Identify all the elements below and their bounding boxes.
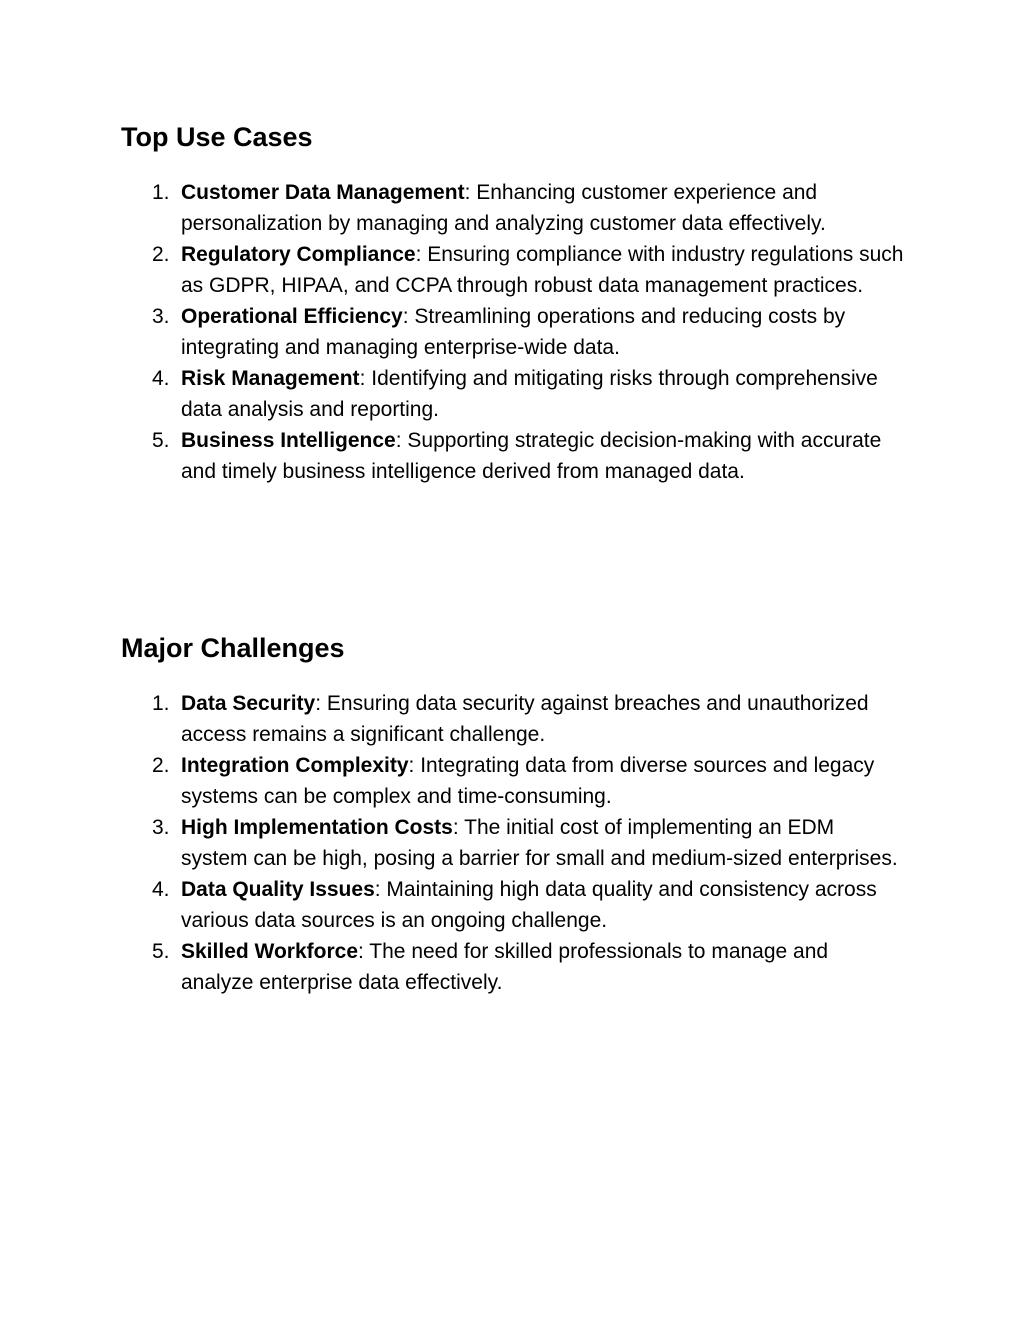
item-number: 2. xyxy=(152,754,170,777)
list-item xyxy=(121,239,906,301)
item-description: : Identifying and mitigating risks through comprehensive data analysis and reporting. xyxy=(181,367,878,421)
list-item xyxy=(121,425,906,487)
item-term: Skilled Workforce xyxy=(181,940,359,963)
item-term: High Implementation Costs xyxy=(181,816,453,839)
item-term: Data Security xyxy=(181,692,316,715)
item-description: : Maintaining high data quality and consistency across various data sources is an ongoing challenge. xyxy=(181,878,877,932)
item-number: 1. xyxy=(152,181,170,204)
item-description: : Supporting strategic decision-making with accurate and timely business intelligence derived from managed data. xyxy=(181,429,882,483)
item-number: 2. xyxy=(152,243,170,266)
challenges-list xyxy=(121,688,921,998)
list-item xyxy=(121,936,906,998)
list-item xyxy=(121,301,906,363)
use-cases-list xyxy=(121,177,921,487)
list-item xyxy=(121,874,906,936)
section-heading: Top Use Cases xyxy=(121,122,313,152)
list-item xyxy=(121,363,906,425)
item-number: 4. xyxy=(152,367,170,390)
item-term: Customer Data Management xyxy=(181,181,465,204)
item-description: : Ensuring compliance with industry regulations such as GDPR, HIPAA, and CCPA through robust data management practices. xyxy=(181,243,904,297)
item-description: : Integrating data from diverse sources and legacy systems can be complex and time-consuming. xyxy=(181,754,875,808)
item-number: 1. xyxy=(152,692,170,715)
item-term: Operational Efficiency xyxy=(181,305,403,328)
item-description: : The initial cost of implementing an EDM system can be high, posing a barrier for small and medium-sized enterprises. xyxy=(181,816,898,870)
list-item xyxy=(121,177,906,239)
item-number: 3. xyxy=(152,305,170,328)
list-item xyxy=(121,688,906,750)
section-heading: Major Challenges xyxy=(121,633,345,663)
item-term: Business Intelligence xyxy=(181,429,396,452)
item-description: : Enhancing customer experience and personalization by managing and analyzing customer data effectively. xyxy=(181,181,826,235)
item-number: 4. xyxy=(152,878,170,901)
item-term: Data Quality Issues xyxy=(181,878,375,901)
section-top-use-cases xyxy=(121,121,921,487)
list-item xyxy=(121,812,906,874)
item-number: 3. xyxy=(152,816,170,839)
list-item xyxy=(121,750,906,812)
item-description: : Ensuring data security against breaches and unauthorized access remains a significant challenge. xyxy=(181,692,869,746)
section-major-challenges xyxy=(121,632,921,998)
item-description: : The need for skilled professionals to manage and analyze enterprise data effectively. xyxy=(181,940,829,994)
item-term: Regulatory Compliance xyxy=(181,243,416,266)
item-number: 5. xyxy=(152,940,170,963)
item-description: : Streamlining operations and reducing costs by integrating and managing enterprise-wide data. xyxy=(181,305,846,359)
item-term: Integration Complexity xyxy=(181,754,409,777)
item-number: 5. xyxy=(152,429,170,452)
item-term: Risk Management xyxy=(181,367,360,390)
